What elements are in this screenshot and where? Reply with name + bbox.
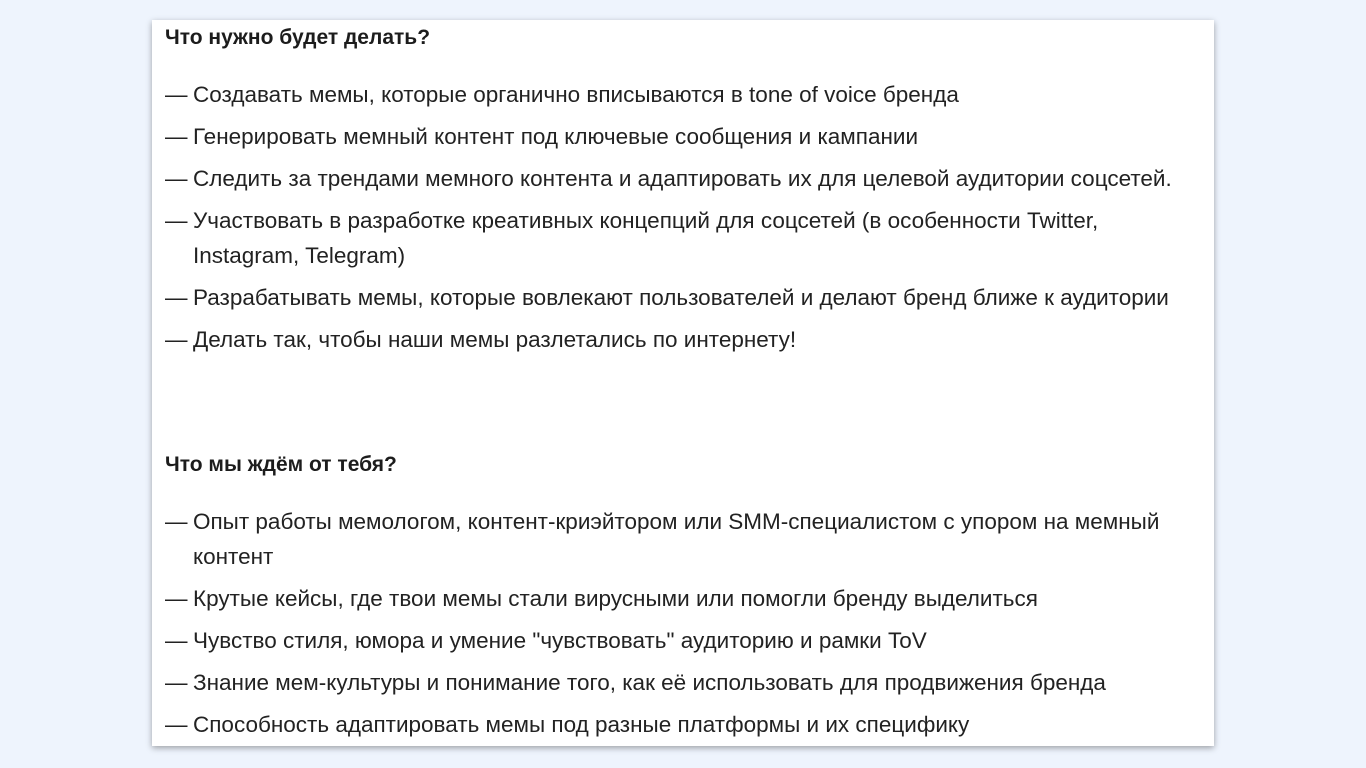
list-item — [165, 504, 1205, 574]
dash-bullet: — — [165, 628, 188, 653]
list-item-text: Знание мем-культуры и понимание того, как её использовать для продвижения бренда — [193, 670, 1106, 695]
list-item-text: Крутые кейсы, где твои мемы стали вирусными или помогли бренду выделиться — [193, 586, 1038, 611]
list-item — [165, 322, 1205, 357]
dash-bullet: — — [165, 712, 188, 737]
list-item-text: Способность адаптировать мемы под разные платформы и их специфику — [193, 712, 970, 737]
list-item — [165, 581, 1205, 616]
dash-bullet: — — [165, 208, 188, 233]
dash-bullet: — — [165, 509, 188, 534]
dash-bullet: — — [165, 670, 188, 695]
content-card — [152, 20, 1214, 746]
dash-bullet: — — [165, 327, 188, 352]
list-item — [165, 665, 1205, 700]
dash-bullet: — — [165, 124, 188, 149]
dash-bullet: — — [165, 82, 188, 107]
section-title-tasks: Что нужно будет делать? — [165, 26, 431, 49]
requirements-list — [165, 504, 1205, 749]
dash-bullet: — — [165, 285, 188, 310]
dash-bullet: — — [165, 586, 188, 611]
list-item-text: Делать так, чтобы наши мемы разлетались по интернету! — [193, 327, 797, 352]
list-item — [165, 203, 1205, 273]
list-item — [165, 77, 1205, 112]
list-item — [165, 280, 1205, 315]
list-item-text: Чувство стиля, юмора и умение "чувствовать" аудиторию и рамки ToV — [193, 628, 927, 653]
list-item — [165, 623, 1205, 658]
list-item — [165, 707, 1205, 742]
list-item — [165, 161, 1205, 196]
list-item-text: Опыт работы мемологом, контент-криэйтором или SMM-специалистом с упором на мемный контент — [193, 509, 1160, 569]
dash-bullet: — — [165, 166, 188, 191]
list-item-text: Генерировать мемный контент под ключевые сообщения и кампании — [193, 124, 919, 149]
list-item-text: Участвовать в разработке креативных концепций для соцсетей (в особенности Twitter, Instagram, Telegram) — [193, 208, 1099, 268]
tasks-list — [165, 77, 1205, 364]
list-item-text: Следить за трендами мемного контента и адаптировать их для целевой аудитории соцсетей. — [193, 166, 1172, 191]
list-item-text: Разрабатывать мемы, которые вовлекают пользователей и делают бренд ближе к аудитории — [193, 285, 1169, 310]
list-item-text: Создавать мемы, которые органично вписываются в tone of voice бренда — [193, 82, 959, 107]
list-item — [165, 119, 1205, 154]
section-title-requirements: Что мы ждём от тебя? — [165, 453, 397, 476]
